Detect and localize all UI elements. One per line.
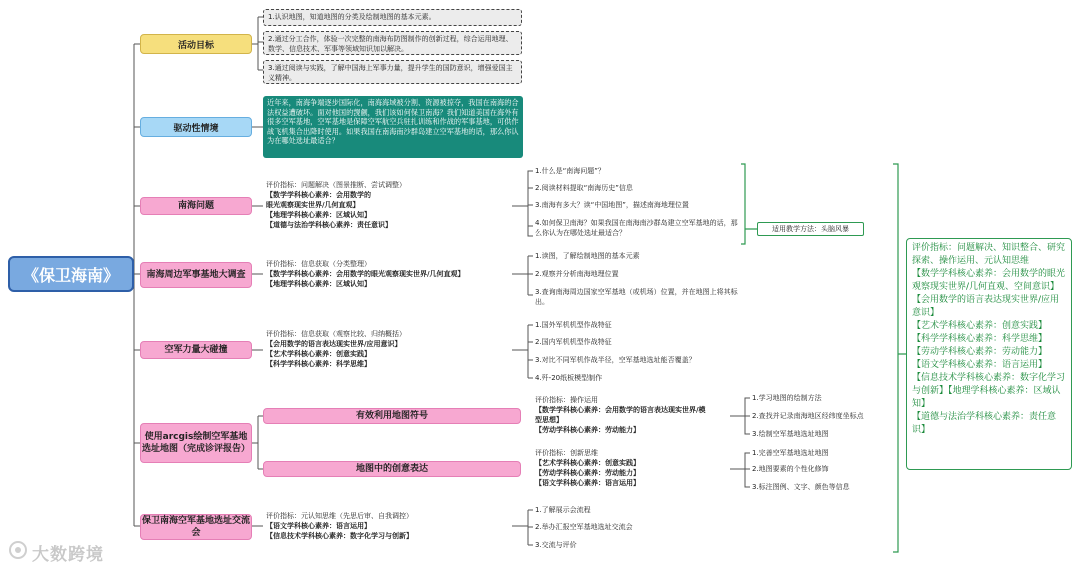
- eval-line: 型思想】: [535, 416, 563, 424]
- node-airforce-clash[interactable]: 空军力量大碰撞: [140, 341, 252, 359]
- list-item: 3.对比不同军机作战半径，空军基地选址能否覆盖？: [535, 356, 696, 364]
- eval-creative-expression: [535, 448, 640, 488]
- eval-line: 评价指标：操作运用: [535, 396, 598, 404]
- summary-line: 【艺术学科核心素养：创意实践】: [912, 321, 1048, 331]
- summary-line: 【劳动学科核心素养：劳动能力】: [912, 347, 1048, 357]
- list-item: 3.交流与评价: [535, 541, 577, 549]
- eval-line: 【地理学科核心素养：区域认知】: [266, 211, 371, 219]
- eval-line: 【信息技术学科核心素养：数字化学习与创新】: [266, 532, 413, 540]
- eval-line: 评价指标：信息获取（观察比较、归纳概括）: [266, 330, 406, 338]
- goal-node[interactable]: 活动目标: [140, 34, 252, 54]
- list-item: 1.国外军机机型作战特征: [535, 321, 612, 329]
- eval-line: 【劳动学科核心素养：劳动能力】: [535, 426, 640, 434]
- node-base-survey[interactable]: 南海周边军事基地大调查: [140, 262, 252, 288]
- list-item: 1.学习地图的绘制方法: [752, 394, 822, 402]
- list-item: 2.观察并分析南海地理位置: [535, 270, 619, 278]
- node-exchange-meeting[interactable]: 保卫南海空军基地选址交流会: [141, 516, 250, 538]
- list-item: 2.地图要素的个性化修饰: [752, 465, 829, 473]
- summary-line: 【科学学科核心素养：科学思维】: [912, 334, 1048, 344]
- eval-line: 【科学学科核心素养：科学思维】: [266, 360, 371, 368]
- list-item: 1.了解展示会流程: [535, 506, 591, 514]
- eval-line: 评价指标：问题解决（图景推断、尝试调整）: [266, 181, 406, 189]
- eval-airforce-clash: [266, 329, 406, 369]
- list-item: 4.如何保卫南海？如果我国在南海南沙群岛建立空军基地的话，那么你认为在哪处选址最适合？: [535, 219, 738, 237]
- drive-scenario-text: 近年来，南海争端逐步国际化，南海海域被分割、资源被掠夺，我国在南海的合法权益遭破坏。面对他国的觊觎，我们该如何保卫南海？我们知道美国在海外有很多空军基地，空军基地是保障空军航空兵驻扎训练和作战的军事基地，可供作战飞机集合出降时使用。如果我国在南海南沙群岛建立空军基地的话，那么你认为在哪处选址最适合？: [263, 96, 523, 158]
- summary-line: 【数学学科核心素养：会用数学的眼光观察现实世界/几何直观、空间意识】: [912, 269, 1066, 292]
- list-item: 1.读图，了解绘制地图的基本元素: [535, 252, 640, 260]
- list-item: 3.绘制空军基地选址地图: [752, 430, 829, 438]
- summary-panel: [906, 238, 1072, 470]
- sub-node-map-symbols[interactable]: 有效利用地图符号: [263, 408, 521, 424]
- eval-line: 【语文学科核心素养：语言运用】: [266, 522, 371, 530]
- eval-line: 【数学学科核心素养：会用数学的: [266, 191, 371, 199]
- teaching-method-badge: 适用教学方法：头脑风暴: [757, 222, 864, 236]
- summary-line: 【语文学科核心素养：语言运用】: [912, 360, 1048, 370]
- node-south-sea-issue[interactable]: 南海问题: [140, 197, 252, 215]
- summary-line: 评价指标：问题解决、知识整合、研究探索、操作运用、元认知思维: [912, 243, 1066, 266]
- eval-south-sea-issue: [266, 180, 406, 230]
- list-item: 3.标注图例、文字、颜色等信息: [752, 483, 850, 491]
- eval-line: 眼光观察现实世界/几何直观】: [266, 201, 360, 209]
- eval-line: 【语文学科核心素养：语言运用】: [535, 479, 640, 487]
- drive-node[interactable]: 驱动性情境: [140, 117, 252, 137]
- summary-line: 【信息技术学科核心素养：数字化学习与创新】【地理学科核心素养：区域认知】: [912, 373, 1066, 409]
- eval-base-survey: [266, 259, 465, 289]
- list-item: 4.歼-20纸板模型制作: [535, 374, 603, 382]
- eval-line: 【艺术学科核心素养：创意实践】: [535, 459, 640, 467]
- summary-line: 【道德与法治学科核心素养：责任意识】: [912, 412, 1057, 435]
- sub-node-creative-expression[interactable]: 地图中的创意表达: [263, 461, 521, 477]
- list-item: 2.举办汇报空军基地选址交流会: [535, 523, 633, 531]
- eval-line: 【地理学科核心素养：区域认知】: [266, 280, 371, 288]
- summary-line: 【会用数学的语言表达现实世界/应用意识】: [912, 295, 1060, 318]
- watermark-text: 大数跨境: [32, 545, 104, 565]
- list-item: 2.阅读材料提取“南海历史”信息: [535, 184, 633, 192]
- eval-line: 评价指标：创新思维: [535, 449, 598, 457]
- eval-line: 评价指标：信息获取（分类整理）: [266, 260, 371, 268]
- eval-line: 评价指标：元认知思维（先思后审、自我调控）: [266, 512, 413, 520]
- eval-line: 【道德与法治学科核心素养：责任意识】: [266, 221, 392, 229]
- list-item: 1.完善空军基地选址地图: [752, 449, 829, 457]
- objective-1: 1.认识地图，知道地图的分类及绘制地图的基本元素。: [263, 9, 522, 26]
- eval-line: 【数学学科核心素养：会用数学的语言表达现实世界/模: [535, 406, 706, 414]
- list-item: 1.什么是“南海问题”？: [535, 167, 605, 175]
- list-item: 3.查询南海周边国家空军基地（或机场）位置，并在地图上将其标出。: [535, 288, 738, 306]
- eval-line: 【劳动学科核心素养：劳动能力】: [535, 469, 640, 477]
- eval-exchange-meeting: [266, 511, 413, 541]
- objective-3: 3.通过阅读与实践，了解中国海上军事力量，提升学生的国防意识，增强爱国主义精神。: [263, 60, 522, 84]
- eval-line: 【艺术学科核心素养：创意实践】: [266, 350, 371, 358]
- list-item: 3.南海有多大？读“中国地图”，描述南海地理位置: [535, 201, 689, 209]
- list-item: 2.查找并记录南海地区经纬度坐标点: [752, 412, 864, 420]
- list-item: 2.国内军机机型作战特征: [535, 338, 612, 346]
- eval-map-symbols: [535, 395, 706, 435]
- node-arcgis-map[interactable]: 使用arcgis绘制空军基地选址地图（完成诊评报告）: [140, 423, 252, 463]
- watermark-logo-icon: [8, 540, 28, 560]
- root-title[interactable]: 《保卫海南》: [8, 256, 134, 292]
- eval-line: 【数学学科核心素养：会用数学的眼光观察现实世界/几何直观】: [266, 270, 465, 278]
- objective-2: 2.通过分工合作，体验一次完整的南海布防图制作的创新过程，综合运用地理、数学、信息技术、军事等领域知识加以解决。: [263, 31, 522, 55]
- eval-line: 【会用数学的语言表达现实世界/应用意识】: [266, 340, 402, 348]
